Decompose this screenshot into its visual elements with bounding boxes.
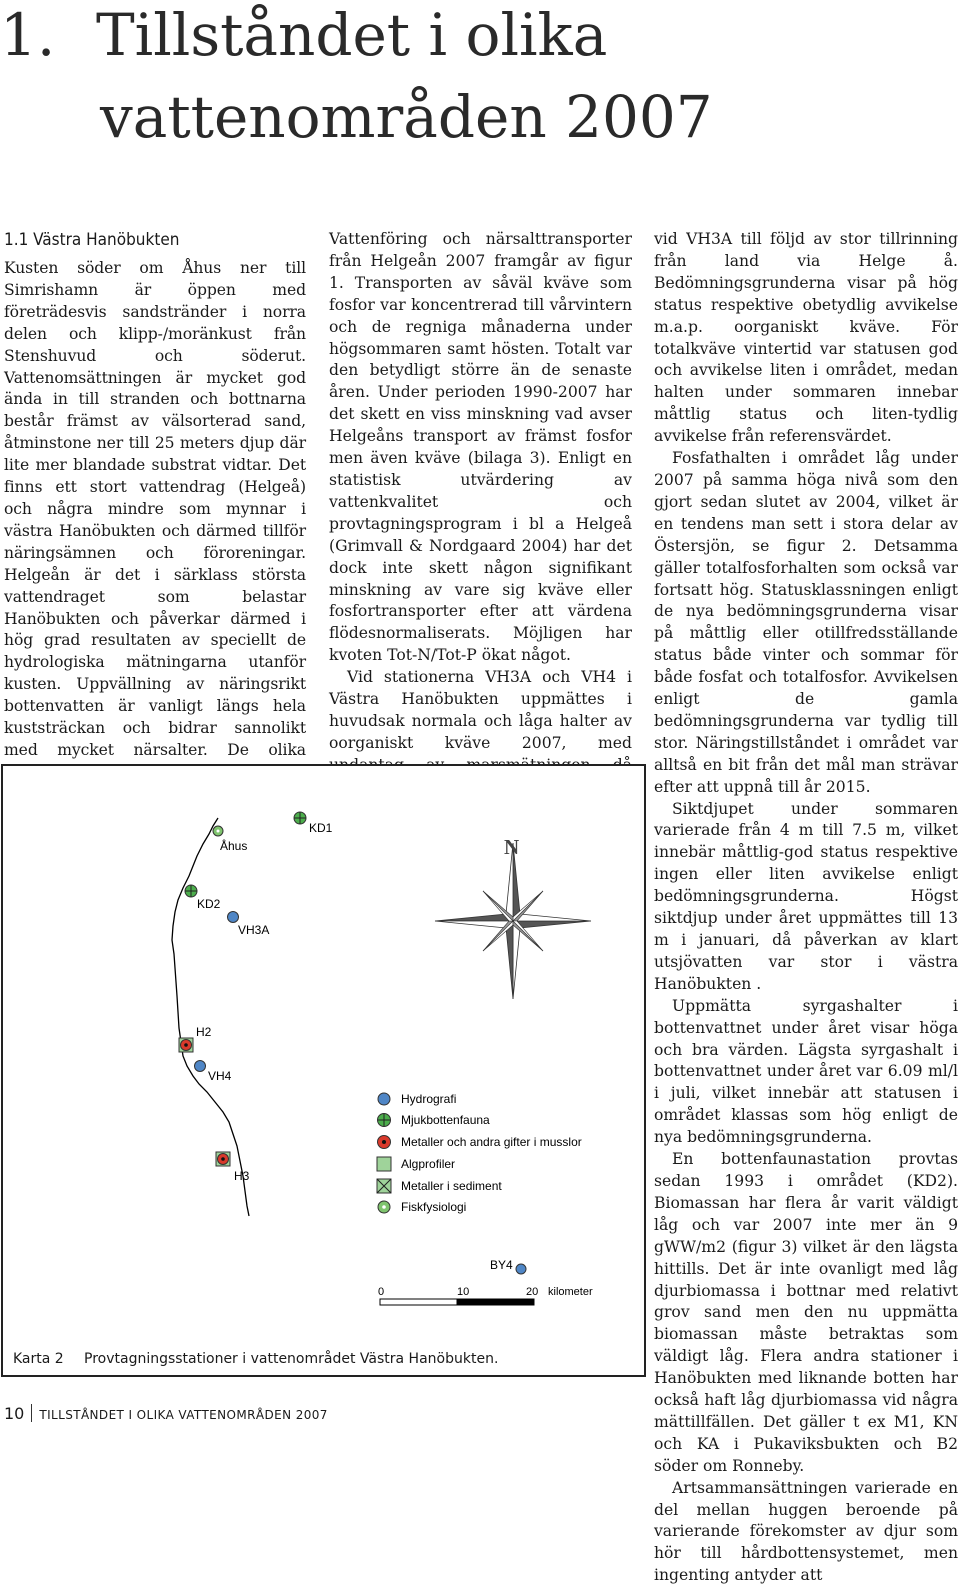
station-vh4: [195, 1061, 206, 1072]
footer-divider: [31, 1404, 32, 1422]
text-column-3: [654, 229, 958, 1587]
fiskfysiologi-icon: [378, 1201, 390, 1213]
station-vh3a: [228, 912, 239, 923]
section-heading: 1.1 Västra Hanöbukten: [4, 230, 180, 250]
chapter-title-line2: vattenområden 2007: [100, 83, 713, 151]
station-h2: [179, 1038, 193, 1052]
station-kd2: [185, 885, 197, 897]
scale-unit: kilometer: [548, 1286, 593, 1298]
paragraph: Uppmätta syrgashalter i bottenvattnet under året visar höga och bra värden. Lägsta syrgashalt i bottenvattnet under året var 6.09 ml/l i juli, vilket innebär att statusen i området klassas som hög enligt de nya bedömningsgrunderna.: [654, 996, 958, 1147]
label-vh3a: VH3A: [238, 923, 270, 937]
station-map: [1, 764, 646, 1377]
algprofiler-icon: [377, 1157, 391, 1171]
paragraph: vid VH3A till följd av stor tillrinning från land via Helge å. Bedömningsgrunderna visar på hög status respektive obetydlig avvikelse m.a.p. oorganiskt kväve. För totalkväve vintertid var statusen god och avvikelse liten i området, medan halten under sommaren innebar måttlig status och liten-tydlig avvikelse från referensvärdet.: [654, 230, 958, 446]
label-h2: H2: [196, 1025, 212, 1039]
label-h3: H3: [234, 1169, 250, 1183]
caption-label: Karta 2: [13, 1351, 64, 1367]
paragraph: Siktdjupet under sommaren varierade från 4 m till 7.5 m, vilket innebär måttlig-god status respektive ingen eller liten avvikelse enligt bedömningsgrunderna. Högst siktdjup under året uppmättes till 13 m i januari, då påverkan av klart utsjövatten var stor i västra Hanöbukten .: [654, 799, 958, 993]
paragraph: Artsammansättningen varierade en del mellan huggen beroende på varierande förekomster av djur som hör till hårdbottensystemet, men ingenting antyder att: [654, 1478, 958, 1585]
paragraph: Fosfathalten i området låg under 2007 på samma höga nivå som den gjort sedan slutet av 2004, vilket är en tendens man sett i stora delar av Östersjön, se figur 2. Detsamma gäller totalfosforhalten som också var fortsatt hög. Statusklassningen enligt de nya bedömningsgrunderna visar på måttlig eller otillfredsställande status både vinter och sommar för både fosfat och totalfosfor. Avvikelsen enligt de gamla bedömningsgrunderna var tydlig till stor. Näringstillståndet i området var alltså en bit från det mål man strävar efter att uppnå till år 2015.: [654, 449, 958, 796]
legend-item: Hydrografi: [401, 1092, 457, 1106]
legend-item: Fiskfysiologi: [401, 1200, 467, 1214]
text-column-2: [329, 229, 632, 799]
label-by4: BY4: [490, 1258, 513, 1272]
station-kd1: [294, 812, 306, 824]
caption-text: Provtagningsstationer i vattenområdet Västra Hanöbukten.: [84, 1351, 499, 1367]
label-kd1: KD1: [309, 821, 333, 835]
musslor-icon: [378, 1136, 391, 1149]
legend-item: Metaller och andra gifter i musslor: [401, 1135, 582, 1149]
station-h3: [216, 1152, 230, 1166]
mjukbottenfauna-icon: [378, 1114, 391, 1127]
text-column-1: [4, 258, 306, 806]
scale-bar: [378, 1286, 593, 1305]
compass-rose-icon: [435, 843, 591, 999]
station-by4: [516, 1264, 526, 1274]
running-title: TILLSTÅNDET I OLIKA VATTENOMRÅDEN 2007: [39, 1408, 328, 1422]
label-ahus: Åhus: [220, 839, 248, 853]
scale-tick-20: 20: [526, 1286, 539, 1298]
label-vh4: VH4: [208, 1069, 232, 1083]
paragraph: Vid stationerna VH3A och VH4 i Västra Hanöbukten uppmättes i huvudsak normala och låga halter av oorganiskt kväve 2007, med: [329, 668, 632, 752]
paragraph: Kusten söder om Åhus ner till Simrishamn är öppen med företrädesvis sandstränder i norra delen och klipp-/moränkust från Stenshuvud och söderut. Vattenomsättningen är mycket god ända in till stranden och bottnarna består främst av välsorterad sand, åtminstone ner till 25 meters djup där lite mer blandade substrat vidtar. Det finns ett stort vattendrag (Helgeå) och några mindre som mynnar i västra Hanöbukten och därmed tillför näringsämnen och föroreningar. Helgeån är det i särklass största vattendraget som belastar Hanöbukten och påverkar därmed i hög grad resultaten av speciellt de hydrologiska mätningarna utanför kusten. Uppvällning av näringsrikt bottenvatten är vanligt längs hela kuststräckan och bidrar sannolikt med mycket närsalter. De olika: [4, 259, 306, 759]
north-label: N: [504, 835, 520, 859]
scale-tick-0: 0: [378, 1286, 385, 1298]
coastline: [172, 818, 249, 1216]
map-legend: [377, 1092, 582, 1214]
label-kd2: KD2: [197, 897, 221, 911]
hydrografi-icon: [378, 1093, 390, 1105]
legend-item: Mjukbottenfauna: [401, 1113, 490, 1127]
chapter-title-line1: Tillståndet i olika: [96, 1, 608, 69]
paragraph: En bottenfaunastation provtas sedan 1993 i området (KD2). Biomassan har flera år varit väldigt låg och var 2007 inte mer än 9 gWW/m2 (figur 3) vilket är den lägsta hittills. Det är inte ovanligt med låg djurbiomassa i bottnar med relativt grov sand men den nu uppmätta biomassan måste betraktas som väldigt låg. Flera andra stationer i Hanöbukten med liknande botten har också haft låg djurbiomassa vid några mättillfällen. Det gäller t ex M1, KN och KA i Pukaviksbukten och B2 söder om Ronneby.: [654, 1150, 958, 1475]
chapter-title: [0, 0, 713, 158]
legend-item: Algprofiler: [401, 1157, 456, 1171]
sediment-icon: [377, 1179, 391, 1193]
paragraph: Vattenföring och närsalttransporter från Helgeån 2007 framgår av figur 1. Transporten av såväl kväve som fosfor var koncentrerad till vårvintern och de regniga månaderna under högsommaren samt hösten. Totalt var den betydligt större än de senaste åren. Under perioden 1990-2007 har det skett en viss minskning vad avser Helgeåns transport av främst fosfor men även kväve (bilaga 3). Enligt en statistisk utvärdering av vattenkvalitet och provtagningsprogram i bl a Helgeå (Grimvall & Nordgaard 2004) har det dock inte skett någon signifikant minskning av vare sig kväve eller fosfortransporter efter att värdena flödesnormaliserats. Möjligen har kvoten Tot-N/Tot-P ökat något.: [329, 230, 632, 665]
page-footer: [4, 1404, 328, 1423]
scale-tick-10: 10: [457, 1286, 470, 1298]
page-number: 10: [4, 1404, 25, 1423]
chapter-number: 1.: [0, 1, 56, 69]
map-svg: [3, 766, 648, 1379]
station-ahus: [213, 826, 223, 836]
legend-item: Metaller i sediment: [401, 1179, 502, 1193]
